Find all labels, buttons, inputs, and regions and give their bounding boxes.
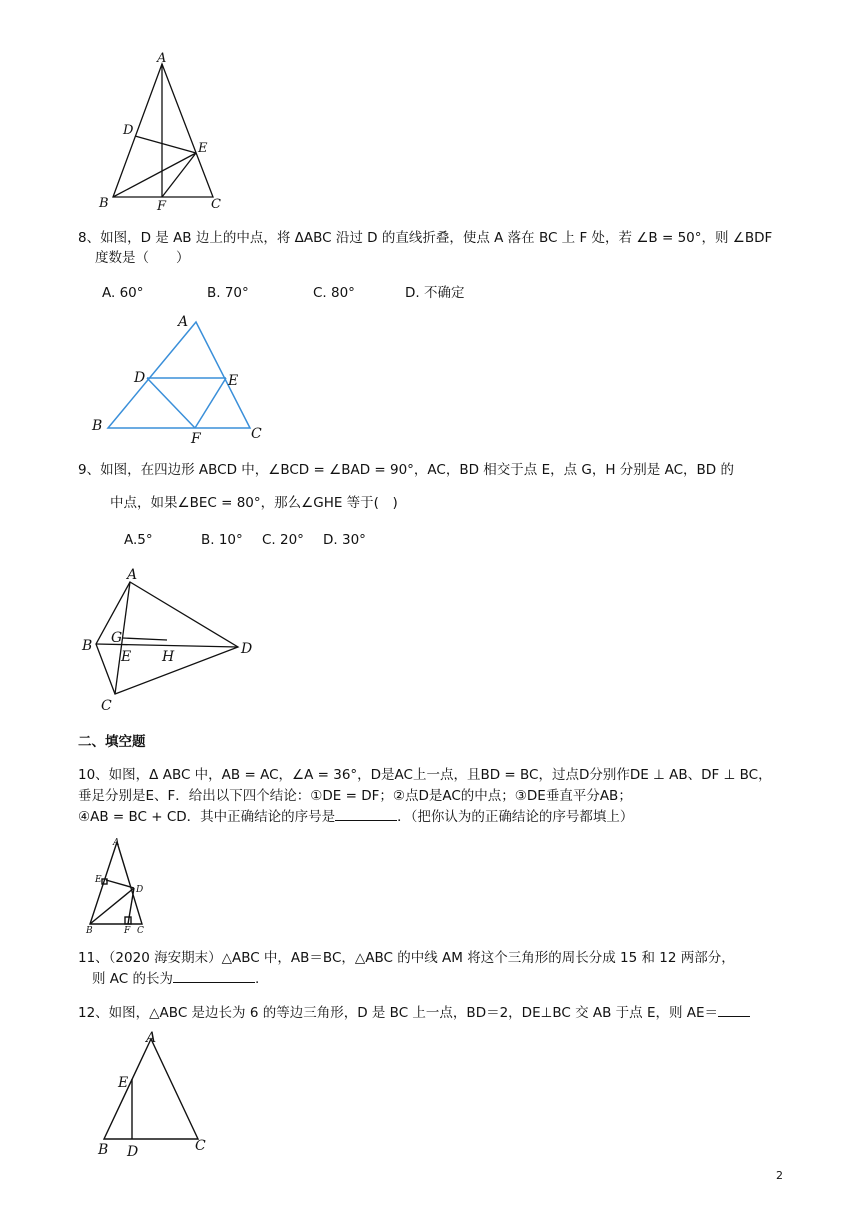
fig1-label-d: D [123, 123, 134, 138]
fig3-label-g: G [111, 630, 123, 646]
q12-line-1-text: 12、如图，△ABC 是边长为 6 的等边三角形，D 是 BC 上一点，BD＝2，DE⊥BC 交 AB 于点 E，则 AE＝ [78, 1005, 719, 1021]
fig3-label-d: D [241, 641, 253, 657]
fig3-label-b: B [82, 638, 93, 654]
fig4-label-f: F [124, 926, 131, 936]
fig5-label-c: C [195, 1138, 206, 1154]
fig3-label-h: H [162, 649, 175, 665]
fig2-label-f: F [191, 431, 201, 447]
q10-line-3-b: ．（把你认为的正确结论的序号都填上） [397, 809, 634, 825]
q9-option-a: A.5° [124, 532, 153, 548]
q12-answer-blank[interactable] [718, 1016, 750, 1017]
q8-option-d: D. 不确定 [405, 285, 465, 301]
figure-2-triangle [88, 312, 278, 447]
q8-option-a: A. 60° [102, 285, 144, 301]
fig1-label-a: A [157, 51, 167, 66]
fig2-label-a: A [178, 314, 189, 330]
fig1-label-b: B [99, 196, 109, 211]
q9-option-b: B. 10° [201, 532, 243, 548]
fig4-label-c: C [137, 926, 144, 936]
fig2-label-c: C [251, 426, 262, 442]
fig3-label-a: A [127, 567, 138, 583]
q10-line-2: 垂足分别是E、F．给出以下四个结论：①DE = DF；②点D是AC的中点；③DE垂直平分AB； [78, 788, 632, 804]
fig4-label-b: B [86, 926, 93, 936]
q8-option-c: C. 80° [313, 285, 355, 301]
fig5-label-d: D [127, 1144, 139, 1160]
q11-line-1: 11、（2020 海安期末）△ABC 中，AB＝BC，△ABC 的中线 AM 将这个三角形的周长分成 15 和 12 两部分， [78, 950, 735, 966]
q10-line-3-a: ④AB = BC + CD．其中正确结论的序号是 [78, 809, 336, 825]
q8-option-b: B. 70° [207, 285, 249, 301]
fig1-label-f: F [157, 199, 167, 214]
fig1-label-c: C [211, 197, 221, 212]
q9-stem: 9、如图，在四边形 ABCD 中，∠BCD = ∠BAD = 90°，AC，BD 相交于点 E，点 G，H 分别是 AC，BD 的 [78, 462, 734, 478]
fig5-label-b: B [98, 1142, 109, 1158]
figure-1-triangle [95, 52, 235, 212]
q12-line-1 [78, 1004, 750, 1022]
fig2-label-b: B [92, 418, 103, 434]
q9-option-d: D. 30° [323, 532, 366, 548]
q8-stem-cont: 度数是（ ） [95, 250, 190, 266]
q11-line-2: 则 AC 的长为 . [92, 971, 260, 987]
fig4-label-a: A [113, 838, 120, 848]
fig5-label-a: A [146, 1030, 157, 1046]
fig5-label-e: E [118, 1075, 129, 1091]
fig4-label-d: D [136, 885, 144, 895]
figure-5-triangle [94, 1030, 224, 1165]
fig1-label-e: E [198, 141, 208, 156]
fig4-label-e: E [95, 875, 102, 885]
q11-answer-blank[interactable] [173, 982, 255, 983]
fig3-label-e: E [121, 649, 132, 665]
section-heading: 二、填空题 [78, 734, 146, 750]
q9-option-c: C. 20° [262, 532, 304, 548]
q11-line-2-text: 则 AC 的长为 [92, 971, 174, 987]
fig2-label-e: E [228, 373, 239, 389]
fig2-label-d: D [134, 370, 146, 386]
figure-4-triangle [82, 836, 162, 936]
fig3-label-c: C [101, 698, 112, 714]
q10-line-1: 10、如图，Δ ABC 中，AB = AC，∠A = 36°，D是AC上一点，且BD = BC，过点D分别作DE ⊥ AB、DF ⊥ BC， [78, 767, 772, 783]
q8-stem: 8、如图，D 是 AB 边上的中点，将 ΔABC 沿过 D 的直线折叠，使点 A 落在 BC 上 F 处，若 ∠B = 50°，则 ∠BDF [78, 230, 773, 246]
figure-3-quadrilateral [78, 565, 268, 715]
q9-stem-cont: 中点，如果∠BEC = 80°，那么∠GHE 等于( ) [110, 495, 398, 511]
q10-line-3 [78, 808, 633, 826]
q10-answer-blank[interactable] [335, 820, 397, 821]
page-number: 2 [776, 1169, 783, 1182]
